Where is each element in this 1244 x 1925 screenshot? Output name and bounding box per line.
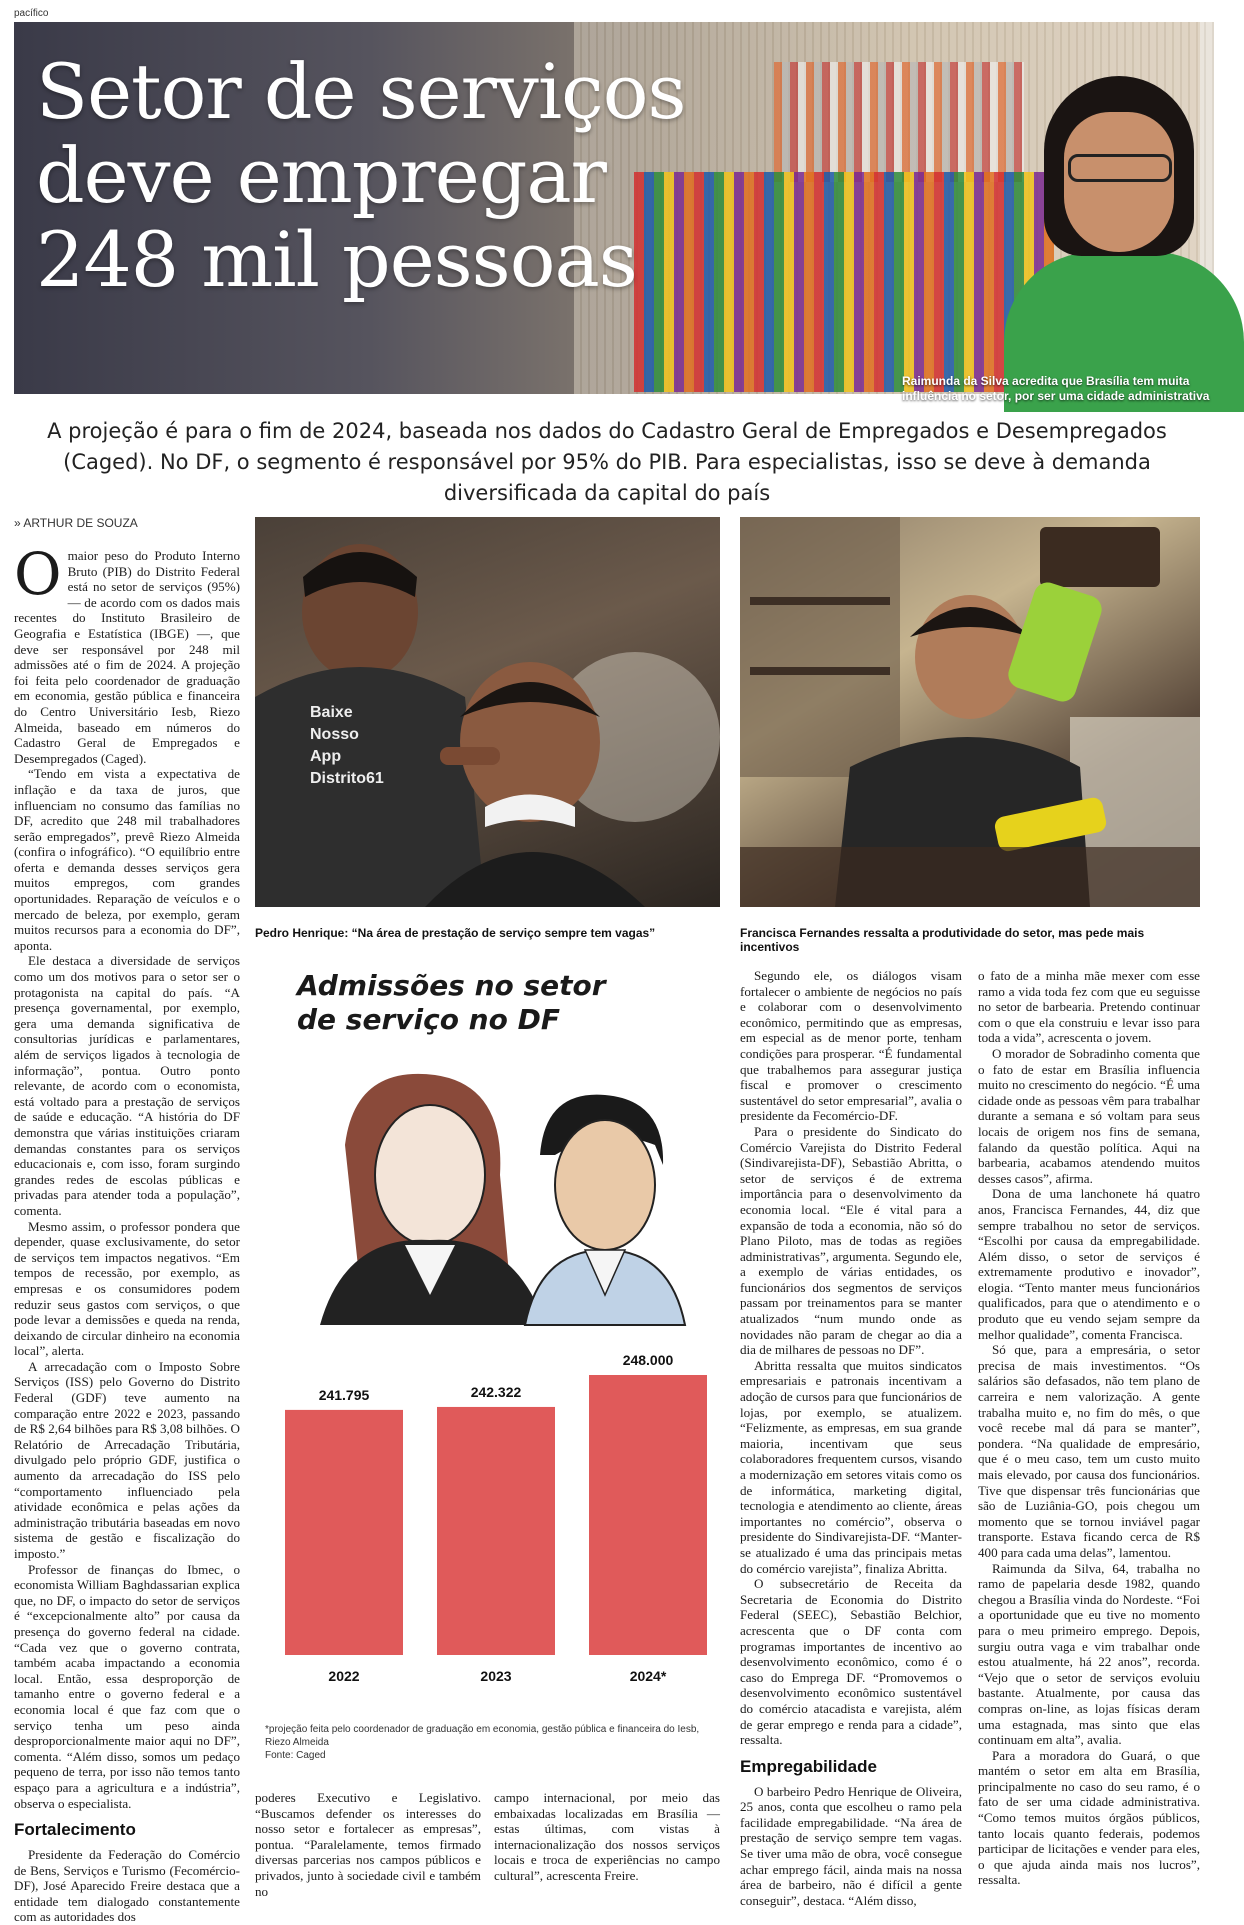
- paragraph: Para a moradora do Guará, o que mantém o setor em alta em Brasília, principalmente no caso do seu ramo, é o fato de ser uma cidade administrativa. “Como temos muitos órgãos públicos, tanto locais quanto federais, podemos participar de licitações e vender para eles, o que ajuda ainda mais nos lucros”, ressalta.: [978, 1747, 1200, 1888]
- lead-paragraph: A projeção é para o fim de 2024, baseada nos dados do Cadastro Geral de Empregados e Desempregados (Caged). No DF, o segmento é responsável por 95% do PIB. Para especialistas, isso se deve à demanda diversificada da capital do país: [47, 419, 1167, 505]
- bar-value-label: 242.322: [470, 1383, 522, 1400]
- barber-photo: [255, 517, 720, 907]
- headline: Setor de serviços deve empregar 248 mil pessoas: [36, 47, 686, 304]
- article-column-3-bottom: [494, 1790, 720, 1884]
- paragraph: O morador de Sobradinho comenta que o fato de estar em Brasília influencia muito no crescimento do negócio. “É uma cidade onde as pessoas vêm para trabalhar durante a semana e só voltam para seus locais de origem nos fins de semana, falando da questão política. Aqui na barbearia, acabamos atendendo muitos desses casos”, afirma.: [978, 1045, 1200, 1186]
- bar-2024*: [589, 1375, 707, 1655]
- infographic-footnote: *projeção feita pelo coordenador de graduação em economia, gestão pública e financeira do Iesb, Riezo Almeida Fonte: Caged: [265, 1724, 700, 1761]
- paragraph: “Tendo em vista a expectativa de inflação e da taxa de juros, que influenciam no consumo das famílias no DF, acredito que 248 mil trabalhadores serão empregados”, prevê Riezo Almeida (confira o infográfico). “O equilíbrio entre oferta e demanda desses serviços gera muitos empregos, com grandes oportunidades. Reparação de veículos e o mercado de beleza, por exemplo, geram muitos recursos para a economia do DF”, aponta.: [14, 766, 240, 953]
- svg-text:App: App: [310, 748, 342, 765]
- paragraph: Só que, para a empresária, o setor precisa de mais investimentos. “Os salários são defasados, não tem plano de carreira e nem valorização. A gente trabalha muito e, no fim do mês, o que você recebe mal dá para se manter”, pondera. “Na qualidade de empresário, que é o meu caso, tem um custo muito mais elevado, por causa dos funcionários. Tive que dispensar três funcionárias que são de Luziânia-GO, pois chegou um momento que se tornou inviável pagar transporte. Estava ficando cerca de R$ 400 para cada uma delas”, lamentou.: [978, 1342, 1200, 1560]
- barber-illustration: [255, 517, 720, 907]
- article-column-2: [255, 1790, 481, 1899]
- shirt-text-1: Baixe: [310, 704, 353, 721]
- paragraph: Mesmo assim, o professor pondera que depender, quase exclusivamente, do setor de serviços tem impactos negativos. “Em tempos de recessão, por exemplo, as empresas e os consumidores podem reduzir seus gastos com serviços, o que pode levar a demissões e queda na renda, deixando de circular dinheiro na economia local”, alerta.: [14, 1218, 240, 1359]
- paragraph: O subsecretário de Receita da Secretaria de Economia do Distrito Federal (SEEC), Sebastião Belchior, acrescenta que o DF conta com programas importantes de incentivo ao desenvolvimento econômico, como é o caso do Emprega DF. “Promovemos o desenvolvimento econômico sustentável do comércio atacadista e varejista, além de gerar emprego e renda para a cidade”, ressalta.: [740, 1576, 962, 1748]
- bar-value-label: 248.000: [622, 1352, 674, 1368]
- article-column-1: [14, 540, 240, 1925]
- category-label: 2022: [328, 1668, 360, 1684]
- category-label: 2023: [480, 1668, 512, 1684]
- paragraph: O barbeiro Pedro Henrique de Oliveira, 25 anos, conta que escolheu o ramo pela facilidade empregabilidade. “Na área de prestação de serviço sempre tem vagas. Se tiver uma mão de obra, você consegue achar emprego fácil, ainda mais na nossa área de barbeiro, não é difícil a gente conseguir”, destaca. “Além disso,: [740, 1783, 962, 1908]
- paragraph: Professor de finanças do Ibmec, o economista William Baghdassarian explica que, no DF, o impacto do setor de serviços é “excepcionalmente alto” por causa da presença do governo federal na cidade. “Cada vez que o governo contrata, também acaba impactando a economia local. Então, essa desproporção de tamanho entre o governo federal e a economia local é que faz com que o serviço tenha um peso ainda desproporcionalmente maior aqui no DF”, comenta. “Além disso, somos um pedaço pequeno de terra, por isso não temos tanto espaço para a agricultura e a indústria”, observa o especialista.: [14, 1561, 240, 1811]
- raimunda-portrait: [1024, 62, 1224, 402]
- barber-photo-caption: Pedro Henrique: “Na área de prestação de serviço sempre tem vagas”: [255, 926, 656, 940]
- drop-cap: O: [14, 540, 62, 608]
- lanchonete-photo: [740, 517, 1200, 907]
- lanchonete-illustration: [740, 517, 1200, 907]
- paragraph-text: maior peso do Produto Interno Bruto (PIB) do Distrito Federal está no setor de serviços (95%) — de acordo com os dados mais recentes do Instituto Brasileiro de Geografia e Estatística (IBGE) —, que deve ser responsável por 248 mil admissões até o fim de 2024. A projeção foi feita pelo coordenador de graduação em economia, gestão pública e financeira do Centro Universitário Iesb, Riezo Almeida, baseado em números do Cadastro Geral de Empregados e Desempregados (Caged).: [14, 548, 240, 766]
- section-label: pacífico: [14, 8, 49, 19]
- svg-text:Distrito61: Distrito61: [310, 770, 384, 787]
- admissions-bar-chart: [255, 1315, 720, 1715]
- byline: » ARTHUR DE SOUZA: [14, 516, 138, 530]
- bar-2023: [437, 1407, 555, 1655]
- paragraph: Para o presidente do Sindicato do Comércio Varejista do Distrito Federal (Sindivarejista-DF), Sebastião Abritta, o setor de serviços é de extrema importância para o desenvolvimento da economia local. “Ele é vital para a expansão de toda a economia, não só do Plano Piloto, mas de todas as regiões administrativas”, argumenta. Segundo ele, a exemplo de várias entidades, os funcionários dos segmentos de serviços passam por treinamentos para se manter atualizados “num mundo onde as novidades não param de chegar ao dia a dia de milhares de pessoas no DF”.: [740, 1123, 962, 1358]
- paragraph: o fato de a minha mãe mexer com esse ramo a vida toda fez com que eu seguisse no setor de barbearia. Pretendo continuar com o que ela construiu e levar isso para toda a vida”, acrescenta o jovem.: [978, 968, 1200, 1046]
- bar-value-label: 241.795: [318, 1386, 370, 1403]
- article-column-4: [978, 968, 1200, 1888]
- pens-upper-display: [774, 62, 1024, 182]
- paragraph: Abritta ressalta que muitos sindicatos empresariais e patronais incentivam a adoção de cursos para que funcionários de lojas, por exemplo, se atualizem. “Felizmente, as empresas, em sua grande maioria, incentivam que seus colaboradores frequentem cursos, visando a modernização em setores vitais como os de informática, marketing digital, tecnologia e atendimento ao cliente, áreas importantes no comércio”, observa o presidente do Sindivarejista-DF. “Manter-se atualizado é uma das principais metas do comércio varejista”, finaliza Abritta.: [740, 1357, 962, 1576]
- bar-2022: [285, 1410, 403, 1655]
- paragraph: Segundo ele, os diálogos visam fortalecer o ambiente de negócios no país e colaborar com o desenvolvimento econômico, permitindo que as empresas, em especial as de menor porte, tenham condições para prosperar. “É fundamental que trabalhemos para assegurar justiça fiscal e promover o crescimento sustentável do setor empresarial”, avalia o presidente da Fecomércio-DF.: [740, 968, 962, 1124]
- hero-caption: Raimunda da Silva acredita que Brasília tem muita influência no setor, por ser uma cidade administrativa: [902, 374, 1210, 403]
- svg-text:Nosso: Nosso: [310, 726, 359, 743]
- category-label: 2024*: [629, 1668, 667, 1684]
- subhead-fortalecimento: Fortalecimento: [14, 1820, 136, 1840]
- paragraph: Raimunda da Silva, 64, trabalha no ramo de papelaria desde 1982, quando chegou a Brasília vinda do Nordeste. “Foi a oportunidade que eu tive no momento para o meu primeiro emprego. Depois, surgiu outra vaga e vim trabalhar onde estou atualmente, há 22 anos”, recorda. “Vejo que o setor de serviços evoluiu bastante. Atualmente, por causa das compras on-line, as lojas físicas deram uma estagnada, mas sinto que elas continuam em alta”, avalia.: [978, 1560, 1200, 1748]
- workers-illustration: [285, 1065, 705, 1325]
- hero-photo: [14, 22, 1210, 403]
- article-column-3: [740, 968, 962, 1908]
- infographic-title: Admissões no setor de serviço no DF: [297, 969, 606, 1036]
- infographic: [255, 955, 720, 1761]
- paragraph: [14, 540, 240, 766]
- subhead-empregabilidade: Empregabilidade: [740, 1756, 877, 1776]
- paragraph: A arrecadação com o Imposto Sobre Serviços (ISS) pelo Governo do Distrito Federal (GDF) teve aumento na comparação entre 2022 e 2023, passando de R$ 2,64 bilhões para R$ 3,08 bilhões. O Relatório de Arrecadação Tributária, divulgado pelo próprio GDF, justifica o aumento da arrecadação do ISS pelo “comportamento influenciado pela atividade econômica e pelas ações da administração tributária baseadas em novo sistema de gestão e fiscalização do imposto.”: [14, 1358, 240, 1561]
- paragraph: campo internacional, por meio das embaixadas localizadas em Brasília — estas últimas, com vistas à internacionalização dos nossos serviços locais e troca de experiências no campo cultural”, acrescenta Freire.: [494, 1790, 720, 1883]
- paragraph: Dona de uma lanchonete há quatro anos, Francisca Fernandes, 44, diz que sempre trabalhou no setor de serviços. “Escolhi por causa da empregabilidade. Além disso, o setor de serviços é extremamente produtivo e inovador”, elogia. “Tento manter meus funcionários qualificados, para que o atendimento e o produto que eu vendo sejam sempre da melhor qualidade”, comenta Francisca.: [978, 1186, 1200, 1342]
- paragraph: poderes Executivo e Legislativo. “Buscamos defender os interesses do nosso setor e fortalecer as empresas”, pontua. “Paralelamente, temos firmado diversas parcerias nos campos públicos e privados, junto à sociedade civil e também no: [255, 1790, 481, 1899]
- lanchonete-photo-caption: Francisca Fernandes ressalta a produtividade do setor, mas pede mais incentivos: [740, 926, 1145, 954]
- paragraph: Presidente da Federação do Comércio de Bens, Serviços e Turismo (Fecomércio-DF), José Aparecido Freire destaca que a entidade tem dialogado constantemente com as autoridades dos: [14, 1847, 240, 1925]
- paragraph: Ele destaca a diversidade de serviços como um dos motivos para o setor ser o protagonista na capital do país. “A presença governamental, por exemplo, gera uma demanda significativa de consultorias jurídicas e parlamentares, além de serviços ligados à tecnologia de informação”, pontua. Outro ponto relevante, de acordo com o economista, está voltado para a prestação de serviços de saúde e educação. “A história do DF demonstra que várias instituições criaram demandas constantes para os serviços educacionais e, com isso, foram surgindo grandes redes de escolas públicas e privadas para atender toda a população”, comenta.: [14, 953, 240, 1218]
